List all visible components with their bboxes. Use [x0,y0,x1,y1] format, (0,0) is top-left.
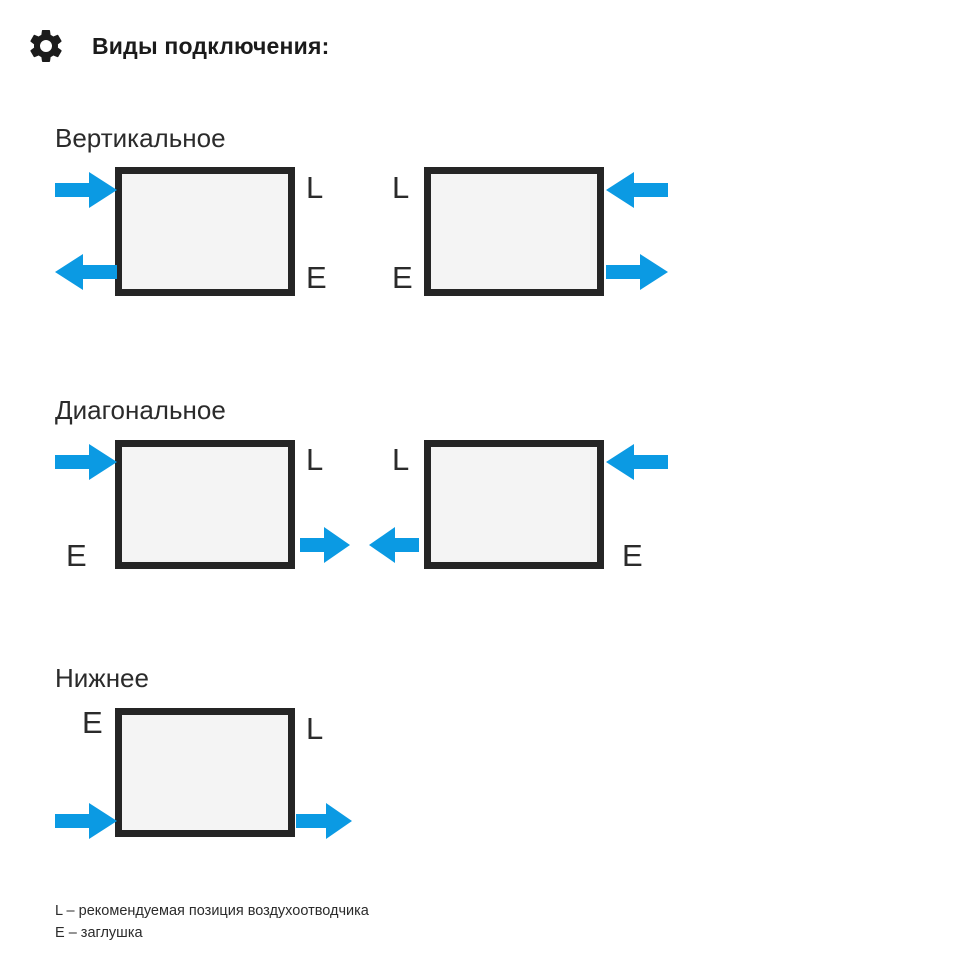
arrow-diagonal-right-in [606,444,668,485]
radiator-vertical-right [424,167,604,296]
arrow-vertical-left-in [55,172,117,213]
label-bottom-top-right: L [306,711,324,746]
arrow-bottom-out [296,803,352,844]
radiator-vertical-left [115,167,295,296]
label-vertical-right-top-left: L [392,170,410,205]
label-diagonal-left-top-right: L [306,442,324,477]
label-vertical-left-bottom-right: E [306,260,327,295]
legend-line-2: E – заглушка [55,925,143,942]
header [26,26,329,66]
legend [55,900,369,945]
radiator-diagonal-right [424,440,604,569]
label-vertical-left-top-right: L [306,170,324,205]
label-diagonal-right-top-left: L [392,442,410,477]
radiator-bottom [115,708,295,837]
arrow-bottom-in [55,803,117,844]
arrow-diagonal-left-out [300,527,350,568]
label-vertical-right-bottom-left: E [392,260,413,295]
section-title-bottom: Нижнее [55,663,149,693]
label-bottom-top-left: E [82,705,103,740]
page-title: Виды подключения: [92,32,330,59]
section-title-vertical: Вертикальное [55,123,226,153]
arrow-vertical-right-out [606,254,668,295]
legend-line-1: L – рекомендуемая позиция воздухоотводчика [55,903,369,919]
label-diagonal-left-bottom-left: E [66,538,87,573]
gear-icon [26,26,66,66]
radiator-diagonal-left [115,440,295,569]
arrow-vertical-right-in [606,172,668,213]
arrow-vertical-left-out [55,254,117,295]
arrow-diagonal-right-out [369,527,419,568]
arrow-diagonal-left-in [55,444,117,485]
section-title-diagonal: Диагональное [55,395,226,425]
label-diagonal-right-bottom-right: E [622,538,643,573]
